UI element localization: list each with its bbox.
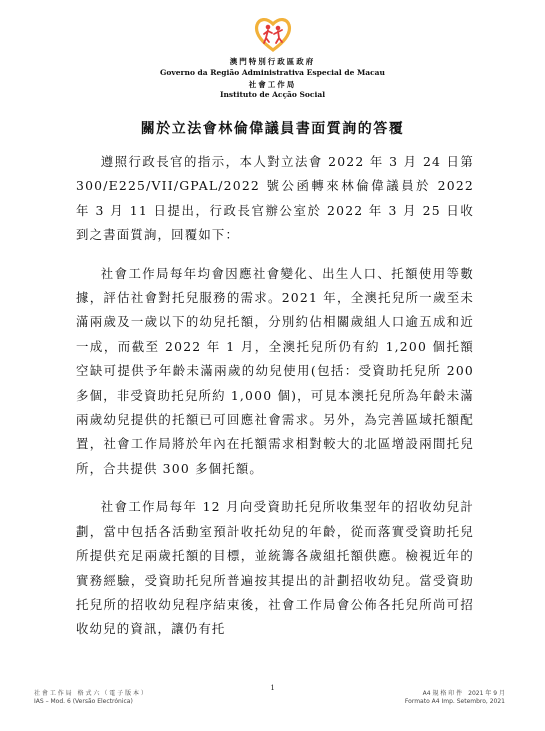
paragraph-1: 遵照行政長官的指示，本人對立法會 2022 年 3 月 24 日第 300/E225/VII/GPAL/2022 號公函轉來林倫偉議員於 2022 年 3 月 11 日提出，行政長官辦公室於 2022 年 3 月 25 日收到之書面質詢，回覆如下：: [76, 154, 474, 243]
footer-print-info: [405, 690, 505, 706]
document-title: 關於立法會林倫偉議員書面質詢的答覆: [140, 121, 405, 137]
footer-form-info: [34, 690, 147, 706]
footer-form-chinese: 社 會 工 作 局 格 式 六 （ 電 子 版 本 ）: [34, 690, 147, 697]
government-name-portuguese: Governo da Região Administrativa Especial de Macau: [160, 68, 385, 77]
paragraph-3: 社會工作局每年 12 月向受資助托兒所收集翌年的招收幼兒計劃，當中包括各活動室預計收托幼兒的年齡，從而落實受資助托兒所提供充足兩歲托額的目標，並統籌各歲組托額供應。檢視近年的實務經驗，受資助托兒所普遍按其提出的計劃招收幼兒。當受資助托兒所的招收幼兒程序結束後，社會工作局會公佈各托兒所尚可招收幼兒的資訊，讓仍有托: [76, 499, 474, 637]
heart-figures-logo-icon: [253, 14, 293, 54]
paragraph-2: 社會工作局每年均會因應社會變化、出生人口、托額使用等數據，評估社會對托兒服務的需求。2021 年，全澳托兒所一歲至未滿兩歲及一歲以下的幼兒托額，分別約佔相關歲組人口逾五成和近一成，而截至 2022 年 1 月，全澳托兒所仍有約 1,200 個托額空缺可提供予年齡未滿兩歲的幼兒使用(包括：受資助托兒所 200 多個，非受資助托兒所約 1,000 個)，可見本澳托兒所為年齡未滿兩歲幼兒提供的托額已可回應社會需求。另外，為完善區域托額配置，社會工作局將於年內在托額需求相對較大的北區增設兩間托兒所，合共提供 300 多個托額。: [76, 265, 474, 476]
footer-form-portuguese: IAS – Mod. 6 (Versão Electrónica): [34, 698, 133, 705]
footer-print-portuguese: Formato A4 Imp. Setembro, 2021: [404, 698, 505, 705]
department-name-portuguese: Instituto de Acção Social: [219, 90, 326, 99]
document-body: [76, 150, 474, 656]
government-name-chinese: 澳門特別行政區政府: [229, 57, 316, 66]
footer-print-chinese: A4 規 格 印 件 2021 年 9 月: [422, 690, 505, 697]
letterhead: [0, 14, 545, 99]
page-number: 1: [270, 683, 275, 692]
department-name-chinese: 社會工作局: [248, 80, 297, 89]
